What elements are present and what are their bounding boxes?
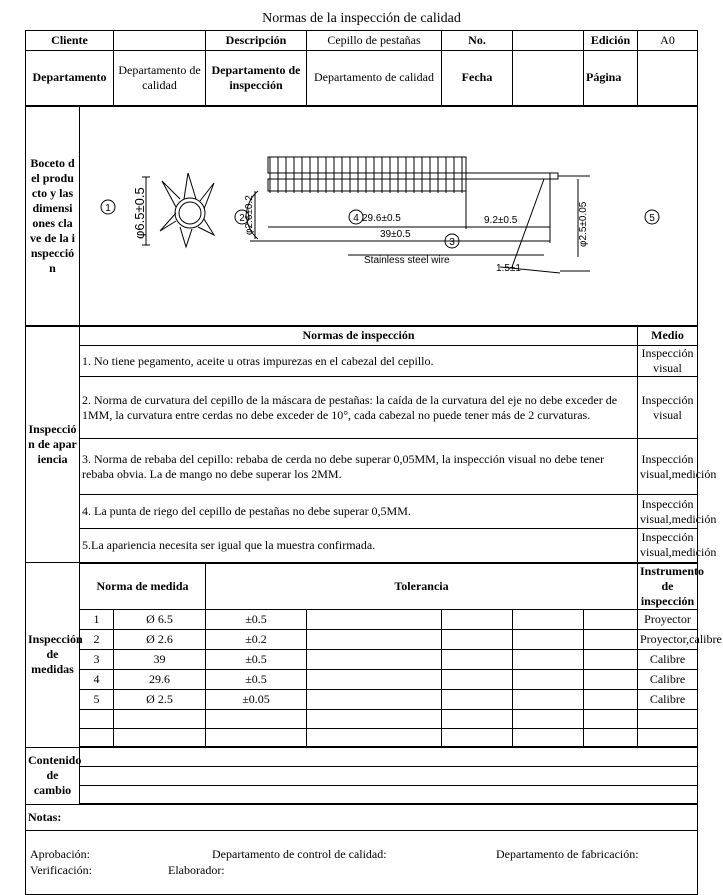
norm-row-3: 3. Norma de rebaba del cepillo: rebaba de cerda no debe superar 0,05MM, la inspección visual no debe tener rebaba obvia. La de mango no debe superar los 2MM. <box>80 439 638 495</box>
departamento-label: Departamento <box>26 51 114 106</box>
cell[interactable] <box>114 709 206 728</box>
tolerancia-header: Tolerancia <box>206 563 638 610</box>
cell[interactable] <box>206 728 307 747</box>
cell[interactable] <box>307 649 442 669</box>
signature-block <box>26 830 698 894</box>
cell[interactable] <box>584 629 638 649</box>
medio-row-1: Inspección visual <box>638 346 698 377</box>
change-line[interactable] <box>80 785 698 804</box>
instrumento-header: Instrumento de inspección <box>638 563 698 610</box>
measure-norma: Ø 6.5 <box>114 609 206 629</box>
cell[interactable] <box>114 728 206 747</box>
measure-tol: ±0.5 <box>206 669 307 689</box>
marker-3-label: 3 <box>449 236 455 248</box>
change-line[interactable] <box>80 766 698 785</box>
norm-row-4: 4. La punta de riego del cepillo de pestañas no debe superar 0,5MM. <box>80 495 638 529</box>
marker-5-label: 5 <box>649 212 655 224</box>
measure-num: 4 <box>80 669 114 689</box>
departamento-value: Departamento de calidad <box>114 51 206 106</box>
cell[interactable] <box>638 709 698 728</box>
cell[interactable] <box>80 709 114 728</box>
dept-fabricacion-label: Departamento de fabricación: <box>496 846 639 861</box>
cell[interactable] <box>442 649 513 669</box>
medio-header: Medio <box>638 326 698 346</box>
aprobacion-label: Aprobación: <box>30 846 90 861</box>
fecha-value[interactable] <box>513 51 584 106</box>
descripcion-value: Cepillo de pestañas <box>307 31 442 51</box>
dim-d2: φ2.6±0.2 <box>244 194 255 235</box>
measure-inst: Proyector <box>638 609 698 629</box>
cell[interactable] <box>584 689 638 709</box>
cell[interactable] <box>584 728 638 747</box>
verificacion-label: Verificación: <box>30 862 92 877</box>
dim-d5: 39±0.5 <box>380 228 411 240</box>
measure-row <box>26 689 698 709</box>
cell[interactable] <box>513 728 584 747</box>
dept-inspeccion-label: Departamento de inspección <box>206 51 307 106</box>
marker-1-label: 1 <box>105 202 111 214</box>
measure-tol: ±0.05 <box>206 689 307 709</box>
marker-4-label: 4 <box>353 212 359 224</box>
measure-norma: 29.6 <box>114 669 206 689</box>
elaborador-label: Elaborador: <box>168 862 225 877</box>
cell[interactable] <box>307 609 442 629</box>
no-value[interactable] <box>513 31 584 51</box>
cell[interactable] <box>442 609 513 629</box>
measure-num: 1 <box>80 609 114 629</box>
inspection-form <box>25 30 722 895</box>
measure-norma: Ø 2.6 <box>114 629 206 649</box>
measure-inst: Calibre <box>638 669 698 689</box>
measure-inst: Calibre <box>638 689 698 709</box>
pagina-value[interactable] <box>638 51 698 106</box>
norm-row-2: 2. Norma de curvatura del cepillo de la máscara de pestañas: la caída de la curvatura del eje no debe exceder de 1MM, la curvatura entre cerdas no debe exceder de 10°, cada cabezal no puede tener más de 2 curvaturas. <box>80 377 638 439</box>
norms-header: Normas de inspección <box>80 326 638 346</box>
change-line[interactable] <box>80 747 698 766</box>
cell[interactable] <box>80 728 114 747</box>
cell[interactable] <box>307 689 442 709</box>
cell[interactable] <box>442 728 513 747</box>
dim-d1: φ6.5±0.5 <box>132 186 147 239</box>
cell[interactable] <box>307 669 442 689</box>
change-label: Contenido de cambio <box>26 747 80 804</box>
medio-row-2: Inspección visual <box>638 377 698 439</box>
measure-row-empty <box>26 728 698 747</box>
dim-d4: 9.2±0.5 <box>484 214 518 226</box>
measure-norma: 39 <box>114 649 206 669</box>
measure-inst: Calibre <box>638 649 698 669</box>
measure-row-empty <box>26 709 698 728</box>
document-title: Normas de la inspección de calidad <box>262 11 461 26</box>
measure-row <box>26 629 698 649</box>
fecha-label: Fecha <box>442 51 513 106</box>
cell[interactable] <box>442 689 513 709</box>
stainless-note: Stainless steel wire <box>364 254 450 266</box>
measure-row <box>26 649 698 669</box>
medio-row-4: Inspección visual,medición <box>638 495 698 529</box>
measure-num: 3 <box>80 649 114 669</box>
cell[interactable] <box>307 629 442 649</box>
cell[interactable] <box>513 609 584 629</box>
notes-label: Notas: <box>26 804 698 830</box>
norm-row-5: 5.La apariencia necesita ser igual que la muestra confirmada. <box>80 529 638 563</box>
cell[interactable] <box>638 728 698 747</box>
cell[interactable] <box>307 728 442 747</box>
sketch-label: Boceto del producto y las dimensiones clave de la inspección <box>26 106 80 326</box>
no-label: No. <box>442 31 513 51</box>
cell[interactable] <box>513 709 584 728</box>
measure-tol: ±0.5 <box>206 609 307 629</box>
cell[interactable] <box>513 649 584 669</box>
cell[interactable] <box>584 669 638 689</box>
cell[interactable] <box>513 629 584 649</box>
medio-row-3: Inspección visual,medición <box>638 439 698 495</box>
cell[interactable] <box>584 609 638 629</box>
cell[interactable] <box>513 669 584 689</box>
measure-tol: ±0.2 <box>206 629 307 649</box>
marker-2-label: 2 <box>239 212 245 224</box>
descripcion-label: Descripción <box>206 31 307 51</box>
measure-norma: Ø 2.5 <box>114 689 206 709</box>
cell[interactable] <box>513 689 584 709</box>
norma-header: Norma de medida <box>80 563 206 610</box>
appearance-section-label: Inspección de apariencia <box>26 326 80 563</box>
dim-d6: φ2.5±0.05 <box>578 201 589 247</box>
dim-d7: 1.5±1 <box>496 262 521 274</box>
cell[interactable] <box>442 669 513 689</box>
measurement-section-label: Inspección de medidas <box>26 563 80 748</box>
product-sketch <box>80 106 698 326</box>
cell[interactable] <box>442 629 513 649</box>
cell[interactable] <box>307 709 442 728</box>
measure-row <box>26 669 698 689</box>
dept-inspeccion-value: Departamento de calidad <box>307 51 442 106</box>
cliente-value[interactable] <box>114 31 206 51</box>
cell[interactable] <box>584 709 638 728</box>
medio-row-5: Inspección visual,medición <box>638 529 698 563</box>
cell[interactable] <box>206 709 307 728</box>
cliente-label: Cliente <box>26 31 114 51</box>
measure-tol: ±0.5 <box>206 649 307 669</box>
measure-inst: Proyector,calibre <box>638 629 698 649</box>
norm-row-1: 1. No tiene pegamento, aceite u otras impurezas en el cabezal del cepillo. <box>80 346 638 377</box>
measure-num: 5 <box>80 689 114 709</box>
cell[interactable] <box>584 649 638 669</box>
dept-control-label: Departamento de control de calidad: <box>212 846 387 861</box>
dim-d3: 29.6±0.5 <box>362 212 401 224</box>
cell[interactable] <box>442 709 513 728</box>
edicion-label: Edición <box>584 31 638 51</box>
product-drawing <box>80 107 696 325</box>
cross-section-icon <box>142 173 214 247</box>
edicion-value: A0 <box>638 31 698 51</box>
measure-num: 2 <box>80 629 114 649</box>
measure-row <box>26 609 698 629</box>
pagina-label: Página <box>584 51 638 106</box>
